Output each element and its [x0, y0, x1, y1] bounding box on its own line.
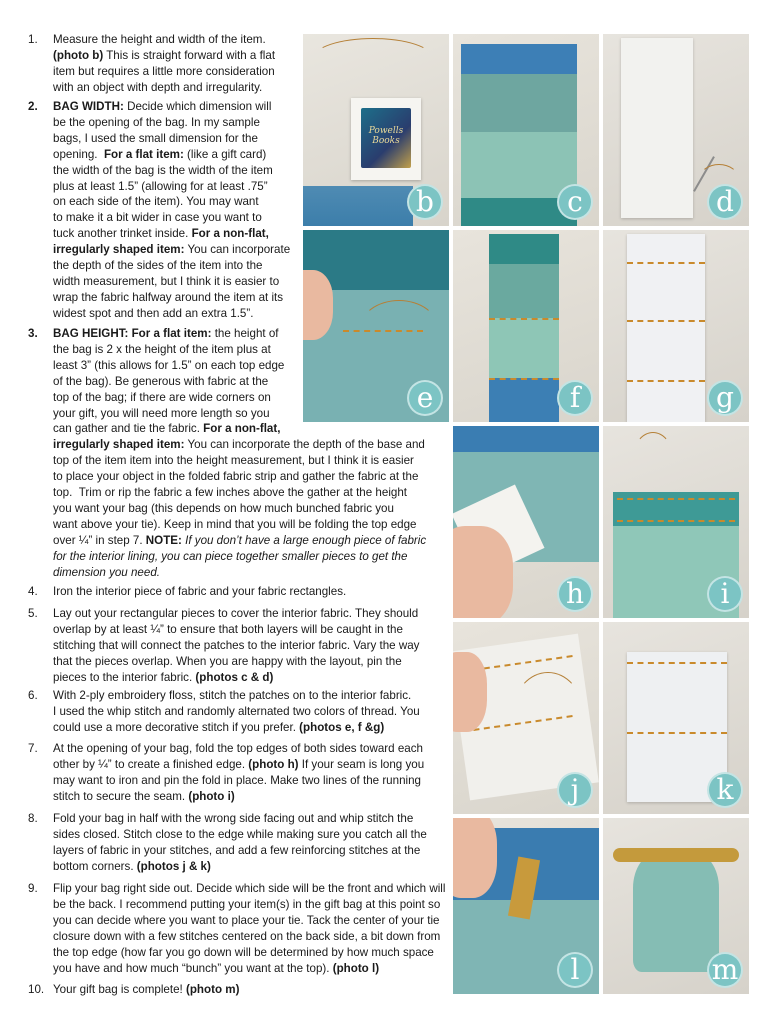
text-line: BAG WIDTH: Decide which dimension will [53, 100, 272, 113]
step-text [53, 32, 313, 96]
text-line: widest spot and then add an extra 1.5”. [53, 306, 254, 320]
photo-label: g [707, 380, 743, 416]
text-line: of the bag). Be generous with fabric at the [53, 374, 269, 388]
gift-card [361, 108, 411, 168]
text-line: stitching that will connect the patches to the interior fabric. Vary the way [53, 638, 420, 652]
text-line: I used the whip stitch and randomly alternated two colors of thread. You [53, 704, 420, 718]
finished-bag [633, 852, 719, 972]
text-line: dimension you need. [53, 565, 160, 579]
fabric-patch [489, 378, 559, 422]
photo-b [303, 34, 449, 226]
step-number: 6. [28, 689, 38, 702]
text-line: top of the bag; if there are wide corners on [53, 390, 271, 404]
text-line: sides closed. Stitch close to the edge while making sure you catch all the [53, 827, 427, 841]
step-number: 2. [28, 100, 38, 113]
hand [453, 652, 487, 732]
photo-label: j [557, 772, 593, 808]
text-line: Measure the height and width of the item. [53, 33, 266, 46]
photo-c [453, 34, 599, 226]
photo-i [603, 426, 749, 618]
text-line: Lay out your rectangular pieces to cover the interior fabric. They should [53, 607, 419, 620]
text-line: closure down with a few stitches centered on the back side, a bit down from [53, 929, 441, 943]
photo-label: k [707, 772, 743, 808]
text-line: you have and how much “bunch” you want at the top). (photo l) [53, 961, 380, 975]
hand [303, 270, 333, 340]
tie [613, 848, 739, 862]
text-line: over ¼” in step 7. NOTE: If you don’t have a large enough piece of fabric [53, 533, 427, 547]
step-text [53, 606, 453, 686]
text-line: layers of fabric in your stitches, and add a few reinforcing stitches at the [53, 843, 421, 857]
text-line: you can decide where you want to place your tie. Tack the center of your tie [53, 913, 440, 927]
photo-f [453, 230, 599, 422]
step-number: 9. [28, 882, 38, 895]
text-line: with an object with depth and irregularity. [53, 80, 263, 94]
text-line: to place your object in the folded fabric strip and gather the fabric at the [53, 470, 419, 484]
text-line: With 2-ply embroidery floss, stitch the patches on to the interior fabric. [53, 689, 412, 702]
text-line: irregularly shaped item: You can incorporate the depth of the base and [53, 438, 425, 452]
photo-j [453, 622, 599, 814]
step-number: 7. [28, 742, 38, 755]
photo-label: m [707, 952, 743, 988]
text-line: opening. For a flat item: (like a gift card) [53, 147, 267, 161]
text-line: width measurement, but I think it is easier to [53, 274, 280, 288]
photo-label: i [707, 576, 743, 612]
photo-label: b [407, 184, 443, 220]
step-number: 4. [28, 585, 38, 598]
text-line: that the pieces overlap. When you are happy with the layout, pin the [53, 654, 402, 668]
photo-label: c [557, 184, 593, 220]
hand [453, 526, 513, 618]
text-line: plus at least 1.5” (allowing for at least .75” [53, 179, 268, 193]
interior-fabric [621, 38, 693, 218]
hand [453, 818, 497, 898]
text-line: on each side of the item). You may want [53, 195, 259, 209]
text-line: pieces to the interior fabric. (photos c & d) [53, 670, 274, 684]
text-line: can gather and tie the fabric. For a non-flat, [53, 422, 281, 436]
step-number: 8. [28, 812, 38, 825]
text-line: overlap by at least ¼” to ensure that both layers will be caught in the [53, 622, 403, 636]
step-number: 10. [28, 983, 45, 996]
photo-label: e [407, 380, 443, 416]
photo-label: l [557, 952, 593, 988]
text-line: At the opening of your bag, fold the top edges of both sides toward each [53, 742, 423, 755]
fabric-patch [489, 234, 559, 264]
step-text [53, 881, 453, 976]
step-text [53, 688, 453, 736]
text-line: Iron the interior piece of fabric and your fabric rectangles. [53, 585, 347, 598]
photo-label: h [557, 576, 593, 612]
text-line: the depth of the sides of the item into the [53, 259, 263, 273]
fabric-patch [489, 264, 559, 318]
gift-card-text: Powells Books [368, 126, 404, 146]
text-line: for the interior lining, you can piece together smaller pieces to get the [53, 549, 408, 563]
fabric-strip [303, 186, 413, 226]
text-line: irregularly shaped item: You can incorporate [53, 243, 291, 257]
photo-m [603, 818, 749, 994]
text-line: to make it a bit wider in case you want to [53, 211, 262, 225]
photo-l [453, 818, 599, 994]
photo-label: d [707, 184, 743, 220]
text-line: your gift, you will need more length so you [53, 406, 270, 420]
text-line: be the back. I recommend putting your item(s) in the gift bag at this point so [53, 897, 441, 911]
text-line: the bag is 2 x the height of the item plus at [53, 342, 271, 356]
text-line: want above your tie). Keep in mind that you will be folding the top edge [53, 517, 417, 531]
text-line: bottom corners. (photos j & k) [53, 859, 211, 873]
step-text [53, 741, 453, 805]
step-number: 1. [28, 33, 38, 46]
fabric-patch [489, 318, 559, 378]
photo-d [603, 34, 749, 226]
text-line: bags, I used the small dimension for the [53, 131, 258, 145]
text-line: Fold your bag in half with the wrong side facing out and whip stitch the [53, 812, 414, 825]
text-line: (photo b) This is straight forward with a flat [53, 48, 276, 62]
text-line: item but requires a little more consideration [53, 64, 275, 78]
text-line: you want your bag (this depends on how much bunched fabric you [53, 501, 394, 515]
fabric-patch [461, 74, 577, 134]
text-line: BAG HEIGHT: For a flat item: the height of [53, 327, 279, 340]
photo-e [303, 230, 449, 422]
step-number: 3. [28, 327, 38, 340]
step-text [53, 982, 453, 998]
text-line: Flip your bag right side out. Decide which side will be the front and which will [53, 882, 446, 895]
text-line: wrap the fabric halfway around the item at its [53, 290, 284, 304]
step-number: 5. [28, 607, 38, 620]
text-line: could use a more decorative stitch if you prefer. (photos e, f &g) [53, 720, 385, 734]
text-line: stitch to secure the seam. (photo i) [53, 789, 235, 803]
photo-label: f [557, 380, 593, 416]
photo-g [603, 230, 749, 422]
text-line: top. Trim or rip the fabric a few inches above the gather at the height [53, 486, 408, 500]
photo-k [603, 622, 749, 814]
step-text [53, 99, 313, 322]
text-line: least 3” (this allows for 1.5” on each top edge [53, 358, 285, 372]
text-line: Your gift bag is complete! (photo m) [53, 983, 240, 996]
text-line: top of the item item into the height measurement, but I think it is easier [53, 454, 414, 468]
text-line: other by ¼” to create a finished edge. (photo h) If your seam is long you [53, 757, 425, 771]
step-text [53, 584, 453, 600]
text-line: may want to iron and pin the fold in place. Make two lines of the running [53, 773, 421, 787]
text-line: tuck another trinket inside. For a non-flat, [53, 227, 269, 241]
text-line: be the opening of the bag. In my sample [53, 115, 260, 129]
photo-h [453, 426, 599, 618]
text-line: the top edge (how far you go down will be determined by how much space [53, 945, 434, 959]
step-text [53, 811, 453, 875]
text-line: the width of the bag is the width of the item [53, 163, 273, 177]
